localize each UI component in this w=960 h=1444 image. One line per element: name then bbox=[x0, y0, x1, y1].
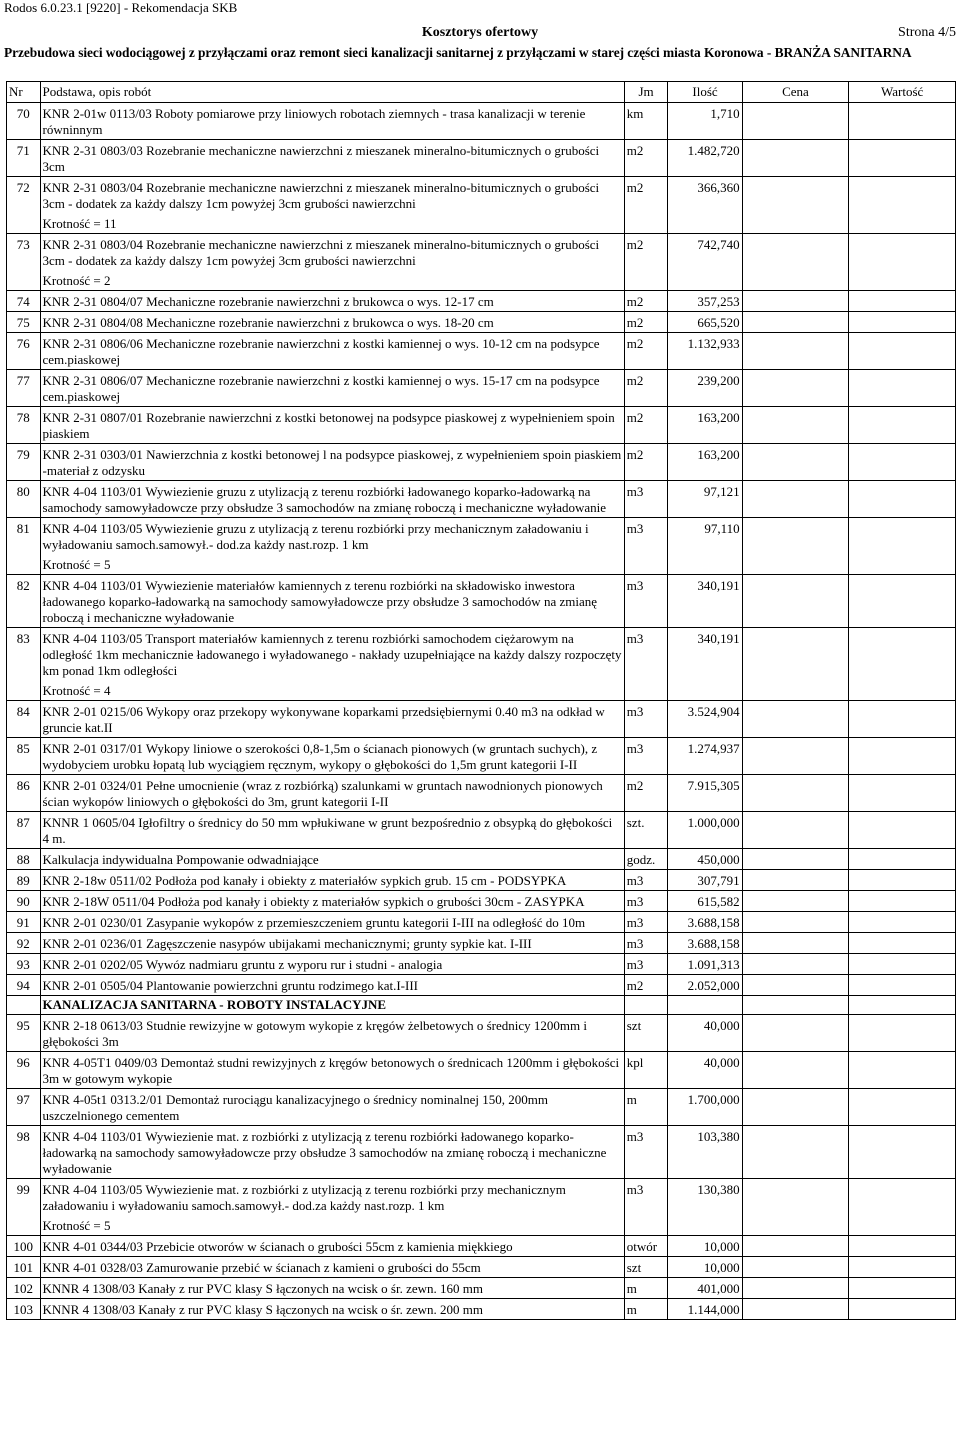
row-description-cell bbox=[40, 975, 624, 996]
row-nr: 71 bbox=[7, 140, 41, 177]
row-description-cell bbox=[40, 912, 624, 933]
row-nr: 95 bbox=[7, 1015, 41, 1052]
row-nr: 70 bbox=[7, 103, 41, 140]
table-row bbox=[7, 1052, 956, 1089]
row-quantity: 10,000 bbox=[668, 1257, 742, 1278]
row-description-cell bbox=[40, 103, 624, 140]
row-description-cell bbox=[40, 234, 624, 291]
section-empty-cell bbox=[742, 996, 849, 1015]
row-description: KNR 2-31 0803/03 Rozebranie mechaniczne nawierzchni z mieszanek mineralno-bitumicznych o grubości 3cm bbox=[42, 143, 600, 174]
row-price bbox=[742, 333, 849, 370]
row-quantity: 40,000 bbox=[668, 1015, 742, 1052]
row-description-cell bbox=[40, 333, 624, 370]
row-description-cell bbox=[40, 1257, 624, 1278]
row-value bbox=[849, 738, 956, 775]
table-row bbox=[7, 140, 956, 177]
row-description: KNR 4-04 1103/01 Wywiezienie mat. z rozbiórki z utylizacją z terenu rozbiórki ładowanego koparko-ładowarką na samochody samowyładowcze przy obsłudze 3 samochodów na zmianę roboczą i mechaniczne wyładowanie bbox=[42, 1129, 607, 1176]
row-description: KNR 2-01 0215/06 Wykopy oraz przekopy wykonywane koparkami przedsiębiernymi 0.40 m3 na odkład w gruncie kat.II bbox=[42, 704, 605, 735]
row-unit: m2 bbox=[624, 407, 668, 444]
row-unit: m3 bbox=[624, 628, 668, 701]
row-description-cell bbox=[40, 370, 624, 407]
row-price bbox=[742, 575, 849, 628]
row-value bbox=[849, 333, 956, 370]
row-value bbox=[849, 1257, 956, 1278]
row-description: KNR 2-18 0613/03 Studnie rewizyjne w gotowym wykopie z kręgów żelbetowych o średnicy 1200mm i głębokości 3m bbox=[42, 1018, 587, 1049]
row-multiplier: Krotność = 4 bbox=[42, 683, 111, 698]
row-price bbox=[742, 1015, 849, 1052]
row-value bbox=[849, 1015, 956, 1052]
section-empty-cell bbox=[849, 996, 956, 1015]
row-quantity: 130,380 bbox=[668, 1179, 742, 1236]
row-price bbox=[742, 444, 849, 481]
row-description: KNR 2-31 0806/06 Mechaniczne rozebranie nawierzchni z kostki kamiennej o wys. 10-12 cm na podsypce cem.piaskowej bbox=[42, 336, 600, 367]
row-nr: 90 bbox=[7, 891, 41, 912]
row-nr: 85 bbox=[7, 738, 41, 775]
row-unit: m3 bbox=[624, 933, 668, 954]
row-description-cell bbox=[40, 849, 624, 870]
row-nr: 74 bbox=[7, 291, 41, 312]
row-description-cell bbox=[40, 1015, 624, 1052]
table-row bbox=[7, 1236, 956, 1257]
row-description: KNR 2-18W 0511/04 Podłoża pod kanały i obiekty z materiałów sypkich o grubości 30cm - ZASYPKA bbox=[42, 894, 585, 909]
row-description: KNR 2-01 0505/04 Plantowanie powierzchni gruntu rodzimego kat.I-III bbox=[42, 978, 418, 993]
row-description-cell bbox=[40, 628, 624, 701]
row-description: KNR 2-18w 0511/02 Podłoża pod kanały i obiekty z materiałów sypkich grub. 15 cm - PODSYPKA bbox=[42, 873, 567, 888]
row-quantity: 615,582 bbox=[668, 891, 742, 912]
row-description: KNR 2-01 0324/01 Pełne umocnienie (wraz z rozbiórką) szalunkami w gruntach nawodnionych pionowych ścian wykopów liniowych o głębokości do 3m, grunt kategorii I-II bbox=[42, 778, 603, 809]
row-description-cell bbox=[40, 407, 624, 444]
table-row bbox=[7, 1278, 956, 1299]
row-description-cell bbox=[40, 891, 624, 912]
row-value bbox=[849, 1052, 956, 1089]
row-quantity: 97,121 bbox=[668, 481, 742, 518]
row-unit: kpl bbox=[624, 1052, 668, 1089]
row-value bbox=[849, 870, 956, 891]
table-row bbox=[7, 1015, 956, 1052]
table-row bbox=[7, 912, 956, 933]
row-nr: 91 bbox=[7, 912, 41, 933]
row-price bbox=[742, 370, 849, 407]
row-value bbox=[849, 140, 956, 177]
row-unit: m bbox=[624, 1278, 668, 1299]
table-header-row bbox=[7, 82, 956, 103]
row-description: KNR 4-04 1103/01 Wywiezienie materiałów kamiennych z terenu rozbiórki na składowisko inwestora ładowanego koparko-ładowarką na samochody samowyładowcze przy obsłudze 3 samochodów na zmianę roboczą i mechaniczne wyładowanie bbox=[42, 578, 597, 625]
row-value bbox=[849, 407, 956, 444]
row-price bbox=[742, 481, 849, 518]
table-row bbox=[7, 1299, 956, 1320]
table-row bbox=[7, 444, 956, 481]
row-description: KNNR 4 1308/03 Kanały z rur PVC klasy S łączonych na wcisk o śr. zewn. 160 mm bbox=[42, 1281, 484, 1296]
row-nr: 80 bbox=[7, 481, 41, 518]
document-title: Kosztorys ofertowy bbox=[421, 25, 539, 40]
row-value bbox=[849, 1126, 956, 1179]
row-nr: 79 bbox=[7, 444, 41, 481]
row-value bbox=[849, 444, 956, 481]
row-nr: 84 bbox=[7, 701, 41, 738]
row-description-cell bbox=[40, 738, 624, 775]
row-quantity: 307,791 bbox=[668, 870, 742, 891]
table-row bbox=[7, 481, 956, 518]
row-value bbox=[849, 234, 956, 291]
row-description: KNR 4-04 1103/05 Wywiezienie gruzu z utylizacją z terenu rozbiórki przy mechanicznym załadowaniu i wyładowaniu samoch.samowył.- dod.za każdy nast.rozp. 1 km bbox=[42, 521, 589, 552]
row-nr: 76 bbox=[7, 333, 41, 370]
row-quantity: 1.091,313 bbox=[668, 954, 742, 975]
row-description-cell bbox=[40, 177, 624, 234]
table-row bbox=[7, 701, 956, 738]
row-nr: 100 bbox=[7, 1236, 41, 1257]
row-price bbox=[742, 1236, 849, 1257]
row-multiplier: Krotność = 11 bbox=[42, 216, 117, 231]
row-quantity: 450,000 bbox=[668, 849, 742, 870]
row-value bbox=[849, 481, 956, 518]
row-nr: 77 bbox=[7, 370, 41, 407]
row-nr: 102 bbox=[7, 1278, 41, 1299]
row-description-cell bbox=[40, 775, 624, 812]
table-row bbox=[7, 312, 956, 333]
row-price bbox=[742, 1257, 849, 1278]
row-unit: m3 bbox=[624, 1179, 668, 1236]
row-quantity: 2.052,000 bbox=[668, 975, 742, 996]
row-nr: 75 bbox=[7, 312, 41, 333]
row-nr: 103 bbox=[7, 1299, 41, 1320]
row-value bbox=[849, 933, 956, 954]
row-unit: m2 bbox=[624, 370, 668, 407]
row-nr: 89 bbox=[7, 870, 41, 891]
row-nr: 98 bbox=[7, 1126, 41, 1179]
table-row bbox=[7, 1126, 956, 1179]
row-value bbox=[849, 628, 956, 701]
project-title: Przebudowa sieci wodociągowej z przyłączami oraz remont sieci kanalizacji sanitarnej z przyłączami w starej części miasta Koronowa - BRANŻA SANITARNA bbox=[4, 45, 912, 60]
row-quantity: 357,253 bbox=[668, 291, 742, 312]
row-price bbox=[742, 812, 849, 849]
row-quantity: 163,200 bbox=[668, 444, 742, 481]
col-header-value: Wartość bbox=[849, 82, 956, 103]
row-price bbox=[742, 628, 849, 701]
table-row bbox=[7, 849, 956, 870]
row-value bbox=[849, 701, 956, 738]
col-header-nr: Nr bbox=[7, 82, 41, 103]
row-unit: m bbox=[624, 1299, 668, 1320]
row-description: KNR 2-31 0807/01 Rozebranie nawierzchni z kostki betonowej na podsypce piaskowej z wypełnieniem spoin piaskiem bbox=[42, 410, 615, 441]
row-nr: 99 bbox=[7, 1179, 41, 1236]
table-row bbox=[7, 575, 956, 628]
row-description-cell bbox=[40, 870, 624, 891]
row-nr: 72 bbox=[7, 177, 41, 234]
row-multiplier: Krotność = 5 bbox=[42, 1218, 111, 1233]
col-header-quantity: Ilość bbox=[668, 82, 742, 103]
row-unit: km bbox=[624, 103, 668, 140]
row-quantity: 401,000 bbox=[668, 1278, 742, 1299]
row-description: KNR 2-31 0803/04 Rozebranie mechaniczne nawierzchni z mieszanek mineralno-bitumicznych o grubości 3cm - dodatek za każdy dalszy 1cm powyżej 3cm grubości nawierzchni bbox=[42, 237, 600, 268]
row-unit: szt bbox=[624, 1015, 668, 1052]
row-description: KNR 2-01 0230/01 Zasypanie wykopów z przemieszczeniem gruntu kategorii I-III na odległość do 10m bbox=[42, 915, 586, 930]
table-row bbox=[7, 1257, 956, 1278]
section-empty-cell bbox=[668, 996, 742, 1015]
table-row bbox=[7, 518, 956, 575]
row-description: KNNR 1 0605/04 Igłofiltry o średnicy do 50 mm wpłukiwane w grunt bezpośrednio z obsypką do głębokości 4 m. bbox=[42, 815, 613, 846]
row-quantity: 742,740 bbox=[668, 234, 742, 291]
row-quantity: 3.524,904 bbox=[668, 701, 742, 738]
row-description: KNR 4-05t1 0313.2/01 Demontaż rurociągu kanalizacyjnego o średnicy nominalnej 150, 200mm uszczelnionego cementem bbox=[42, 1092, 548, 1123]
row-quantity: 97,110 bbox=[668, 518, 742, 575]
row-unit: m2 bbox=[624, 333, 668, 370]
row-price bbox=[742, 103, 849, 140]
row-value bbox=[849, 1299, 956, 1320]
row-quantity: 103,380 bbox=[668, 1126, 742, 1179]
row-quantity: 1.700,000 bbox=[668, 1089, 742, 1126]
row-price bbox=[742, 1299, 849, 1320]
row-description: KNR 2-31 0804/08 Mechaniczne rozebranie nawierzchni z brukowca o wys. 18-20 cm bbox=[42, 315, 494, 330]
col-header-unit: Jm bbox=[624, 82, 668, 103]
row-quantity: 40,000 bbox=[668, 1052, 742, 1089]
row-unit: m2 bbox=[624, 444, 668, 481]
table-row bbox=[7, 291, 956, 312]
row-value bbox=[849, 849, 956, 870]
row-quantity: 366,360 bbox=[668, 177, 742, 234]
row-nr: 94 bbox=[7, 975, 41, 996]
row-value bbox=[849, 1179, 956, 1236]
row-price bbox=[742, 1179, 849, 1236]
row-description-cell bbox=[40, 444, 624, 481]
row-price bbox=[742, 1089, 849, 1126]
row-description-cell bbox=[40, 701, 624, 738]
row-unit: m2 bbox=[624, 312, 668, 333]
row-nr: 87 bbox=[7, 812, 41, 849]
table-row bbox=[7, 954, 956, 975]
row-description-cell bbox=[40, 140, 624, 177]
row-price bbox=[742, 975, 849, 996]
row-description: KNR 2-31 0803/04 Rozebranie mechaniczne nawierzchni z mieszanek mineralno-bitumicznych o grubości 3cm - dodatek za każdy dalszy 1cm powyżej 3cm grubości nawierzchni bbox=[42, 180, 600, 211]
row-description: KNR 2-01 0202/05 Wywóz nadmiaru gruntu z wyporu rur i studni - analogia bbox=[42, 957, 443, 972]
row-quantity: 1.274,937 bbox=[668, 738, 742, 775]
row-price bbox=[742, 407, 849, 444]
row-description: Kalkulacja indywidualna Pompowanie odwadniające bbox=[42, 852, 319, 867]
row-nr: 82 bbox=[7, 575, 41, 628]
row-quantity: 1.144,000 bbox=[668, 1299, 742, 1320]
row-price bbox=[742, 738, 849, 775]
row-nr: 73 bbox=[7, 234, 41, 291]
row-quantity: 1.000,000 bbox=[668, 812, 742, 849]
row-nr: 101 bbox=[7, 1257, 41, 1278]
row-description: KNR 4-01 0328/03 Zamurowanie przebić w ścianach z kamieni o grubości do 55cm bbox=[42, 1260, 481, 1275]
table-row bbox=[7, 891, 956, 912]
row-description: KNR 2-01 0236/01 Zagęszczenie nasypów ubijakami mechanicznymi; grunty sypkie kat. I-III bbox=[42, 936, 532, 951]
row-nr: 88 bbox=[7, 849, 41, 870]
row-nr: 97 bbox=[7, 1089, 41, 1126]
row-description: KNR 2-01w 0113/03 Roboty pomiarowe przy liniowych robotach ziemnych - trasa kanalizacji w terenie równinnym bbox=[42, 106, 586, 137]
row-unit: m bbox=[624, 1089, 668, 1126]
row-nr: 96 bbox=[7, 1052, 41, 1089]
row-value bbox=[849, 954, 956, 975]
row-description-cell bbox=[40, 1278, 624, 1299]
row-nr: 83 bbox=[7, 628, 41, 701]
col-header-price: Cena bbox=[742, 82, 849, 103]
row-unit: m2 bbox=[624, 975, 668, 996]
row-unit: m3 bbox=[624, 738, 668, 775]
row-unit: m2 bbox=[624, 177, 668, 234]
row-quantity: 665,520 bbox=[668, 312, 742, 333]
section-row bbox=[7, 996, 956, 1015]
row-value bbox=[849, 518, 956, 575]
row-description-cell bbox=[40, 812, 624, 849]
row-value bbox=[849, 291, 956, 312]
row-price bbox=[742, 177, 849, 234]
table-row bbox=[7, 975, 956, 996]
table-body bbox=[7, 103, 956, 1320]
table-row bbox=[7, 234, 956, 291]
row-price bbox=[742, 291, 849, 312]
row-price bbox=[742, 849, 849, 870]
row-description: KNNR 4 1308/03 Kanały z rur PVC klasy S łączonych na wcisk o śr. zewn. 200 mm bbox=[42, 1302, 484, 1317]
row-description-cell bbox=[40, 312, 624, 333]
row-multiplier: Krotność = 2 bbox=[42, 273, 111, 288]
row-value bbox=[849, 312, 956, 333]
row-value bbox=[849, 912, 956, 933]
row-unit: m3 bbox=[624, 518, 668, 575]
table-row bbox=[7, 775, 956, 812]
row-description: KNR 2-31 0804/07 Mechaniczne rozebranie nawierzchni z brukowca o wys. 12-17 cm bbox=[42, 294, 494, 309]
row-price bbox=[742, 1278, 849, 1299]
row-quantity: 340,191 bbox=[668, 628, 742, 701]
table-row bbox=[7, 333, 956, 370]
row-quantity: 340,191 bbox=[668, 575, 742, 628]
row-nr: 92 bbox=[7, 933, 41, 954]
row-value bbox=[849, 1278, 956, 1299]
page-number: Strona 4/5 bbox=[898, 25, 956, 40]
row-unit: szt. bbox=[624, 812, 668, 849]
row-description: KNR 4-04 1103/01 Wywiezienie gruzu z utylizacją z terenu rozbiórki ładowanego koparko-ładowarką na samochody samowyładowcze przy obsłudze 3 samochodów na zmianę roboczą i mechaniczne wyładowanie bbox=[42, 484, 607, 515]
row-nr: 81 bbox=[7, 518, 41, 575]
row-unit: m2 bbox=[624, 234, 668, 291]
row-description-cell bbox=[40, 1236, 624, 1257]
row-description: KNR 2-31 0303/01 Nawierzchnia z kostki betonowej l na podsypce piaskowej, z wypełnieniem spoin piaskiem -materiał z odzysku bbox=[42, 447, 622, 478]
row-description-cell bbox=[40, 1052, 624, 1089]
row-value bbox=[849, 891, 956, 912]
row-value bbox=[849, 575, 956, 628]
table-row bbox=[7, 933, 956, 954]
table-row bbox=[7, 1089, 956, 1126]
table-row bbox=[7, 870, 956, 891]
row-quantity: 7.915,305 bbox=[668, 775, 742, 812]
row-description-cell bbox=[40, 1179, 624, 1236]
row-price bbox=[742, 954, 849, 975]
row-description: KNR 2-01 0317/01 Wykopy liniowe o szerokości 0,8-1,5m o ścianach pionowych (w gruntach suchych), z wydobyciem urobku łopatą lub wyciągiem ręcznym, wykopy o głębokości do 1,5m grunt kategorii I-II bbox=[42, 741, 598, 772]
row-unit: m3 bbox=[624, 954, 668, 975]
row-quantity: 1.482,720 bbox=[668, 140, 742, 177]
table-row bbox=[7, 1179, 956, 1236]
row-price bbox=[742, 140, 849, 177]
row-value bbox=[849, 775, 956, 812]
row-unit: m3 bbox=[624, 912, 668, 933]
row-nr: 93 bbox=[7, 954, 41, 975]
row-price bbox=[742, 1126, 849, 1179]
table-row bbox=[7, 628, 956, 701]
cost-estimate-table bbox=[6, 81, 956, 1320]
row-price bbox=[742, 701, 849, 738]
row-nr: 86 bbox=[7, 775, 41, 812]
row-unit: m2 bbox=[624, 775, 668, 812]
row-value bbox=[849, 1089, 956, 1126]
row-description-cell bbox=[40, 481, 624, 518]
row-nr: 78 bbox=[7, 407, 41, 444]
row-description: KNR 4-05T1 0409/03 Demontaż studni rewizyjnych z kręgów betonowych o średnicach 1200mm i głębokości 3m w gotowym wykopie bbox=[42, 1055, 620, 1086]
row-quantity: 3.688,158 bbox=[668, 933, 742, 954]
row-value bbox=[849, 975, 956, 996]
row-description-cell bbox=[40, 933, 624, 954]
row-quantity: 3.688,158 bbox=[668, 912, 742, 933]
row-unit: m2 bbox=[624, 291, 668, 312]
row-description: KNR 4-01 0344/03 Przebicie otworów w ścianach o grubości 55cm z kamienia miękkiego bbox=[42, 1239, 513, 1254]
row-unit: m3 bbox=[624, 701, 668, 738]
row-description: KNR 2-31 0806/07 Mechaniczne rozebranie nawierzchni z kostki kamiennej o wys. 15-17 cm na podsypce cem.piaskowej bbox=[42, 373, 600, 404]
row-quantity: 239,200 bbox=[668, 370, 742, 407]
row-price bbox=[742, 870, 849, 891]
row-unit: m2 bbox=[624, 140, 668, 177]
row-unit: otwór bbox=[624, 1236, 668, 1257]
col-header-description: Podstawa, opis robót bbox=[40, 82, 624, 103]
row-description-cell bbox=[40, 291, 624, 312]
row-unit: szt bbox=[624, 1257, 668, 1278]
row-price bbox=[742, 1052, 849, 1089]
section-title: KANALIZACJA SANITARNA - ROBOTY INSTALACYJNE bbox=[40, 996, 624, 1015]
table-row bbox=[7, 407, 956, 444]
row-price bbox=[742, 312, 849, 333]
row-description-cell bbox=[40, 1126, 624, 1179]
row-price bbox=[742, 912, 849, 933]
row-price bbox=[742, 775, 849, 812]
row-value bbox=[849, 177, 956, 234]
row-unit: m3 bbox=[624, 1126, 668, 1179]
row-description-cell bbox=[40, 518, 624, 575]
row-value bbox=[849, 812, 956, 849]
section-nr-cell bbox=[7, 996, 41, 1015]
row-quantity: 10,000 bbox=[668, 1236, 742, 1257]
table-row bbox=[7, 103, 956, 140]
table-row bbox=[7, 812, 956, 849]
row-description: KNR 4-04 1103/05 Wywiezienie mat. z rozbiórki z utylizacją z terenu rozbiórki przy mechanicznym załadowaniu i wyładowaniu samoch.samowył.- dod.za każdy nast.rozp. 1 km bbox=[42, 1182, 566, 1213]
row-description-cell bbox=[40, 954, 624, 975]
row-description: KNR 4-04 1103/05 Transport materiałów kamiennych z terenu rozbiórki samochodem ciężarowym na odległość 1km mechanicznie ładowanego i wyładowanego - nakłady uzupełniające na każdy dalszy rozpoczęty km ponad 1km odległości bbox=[42, 631, 622, 678]
row-value bbox=[849, 370, 956, 407]
row-description-cell bbox=[40, 575, 624, 628]
row-quantity: 1.132,933 bbox=[668, 333, 742, 370]
row-unit: m3 bbox=[624, 481, 668, 518]
table-row bbox=[7, 738, 956, 775]
row-price bbox=[742, 891, 849, 912]
row-unit: m3 bbox=[624, 891, 668, 912]
row-description-cell bbox=[40, 1299, 624, 1320]
row-value bbox=[849, 103, 956, 140]
row-unit: m3 bbox=[624, 575, 668, 628]
row-quantity: 163,200 bbox=[668, 407, 742, 444]
row-unit: godz. bbox=[624, 849, 668, 870]
table-row bbox=[7, 370, 956, 407]
row-unit: m3 bbox=[624, 870, 668, 891]
row-description-cell bbox=[40, 1089, 624, 1126]
row-quantity: 1,710 bbox=[668, 103, 742, 140]
section-empty-cell bbox=[624, 996, 668, 1015]
row-price bbox=[742, 234, 849, 291]
row-multiplier: Krotność = 5 bbox=[42, 557, 111, 572]
table-row bbox=[7, 177, 956, 234]
row-price bbox=[742, 518, 849, 575]
row-value bbox=[849, 1236, 956, 1257]
program-header: Rodos 6.0.23.1 [9220] - Rekomendacja SKB bbox=[4, 0, 238, 15]
row-price bbox=[742, 933, 849, 954]
